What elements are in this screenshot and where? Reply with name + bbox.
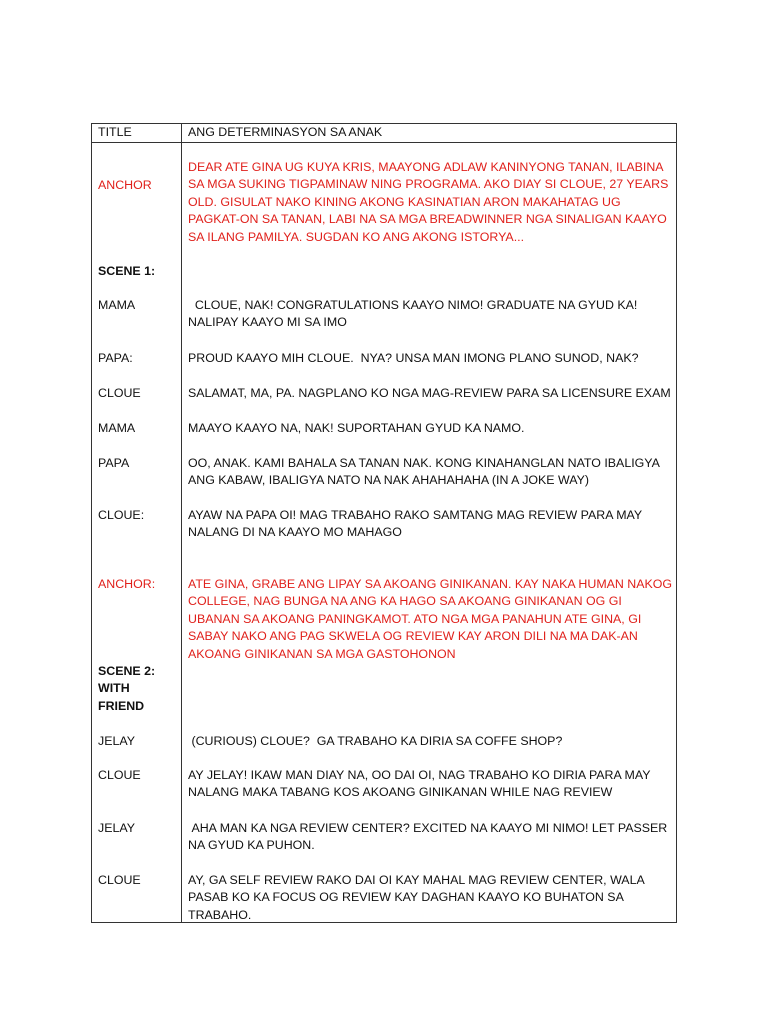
dialogue-cloue-2: AYAW NA PAPA OI! MAG TRABAHO RAKO SAMTANG MAG REVIEW PARA MAY NALANG DI NA KAAYO MO MAHAGO (188, 508, 642, 540)
dialogue-mama-2: MAAYO KAAYO NA, NAK! SUPORTAHAN GYUD KA NAMO. (188, 421, 525, 435)
title-row-border (92, 142, 676, 143)
speaker-label-cloue: CLOUE (98, 873, 141, 887)
speaker-label-mama: MAMA (98, 298, 136, 312)
speaker-label-anchor: ANCHOR: (98, 577, 156, 591)
title-value: ANG DETERMINASYON SA ANAK (188, 125, 383, 139)
speaker-label-cloue: CLOUE: (98, 508, 145, 522)
dialogue-anchor-intro: DEAR ATE GINA UG KUYA KRIS, MAAYONG ADLAW KANINYONG TANAN, ILABINA SA MGA SUKING TIGPAMINAW NING PROGRAMA. AKO DIAY SI CLOUE, 27 YEARS OLD. GISULAT NAKO KINING AKONG KASINATIAN ARON MAKAHATAG UG PAGKAT-ON SA TANAN, LABI NA SA MGA BREADWINNER NGA SINALIGAN KAAYO SA ILANG PAMILYA. SUGDAN KO ANG AKONG ISTORYA... (188, 160, 669, 244)
dialogue-cloue-4: AY, GA SELF REVIEW RAKO DAI OI KAY MAHAL MAG REVIEW CENTER, WALA PASAB KO KA FOCUS OG REVIEW KAY DAGHAN KAAYO KO BUHATON SA TRABAHO. (188, 873, 645, 922)
script-table (91, 123, 677, 923)
title-label: TITLE (98, 125, 132, 139)
dialogue-mama-1: CLOUE, NAK! CONGRATULATIONS KAAYO NIMO! GRADUATE NA GYUD KA! NALIPAY KAAYO MI SA IMO (188, 298, 641, 330)
speaker-label-papa: PAPA (98, 456, 130, 470)
dialogue-papa-1: PROUD KAAYO MIH CLOUE. NYA? UNSA MAN IMONG PLANO SUNOD, NAK? (188, 351, 639, 365)
speaker-label-papa: PAPA: (98, 351, 133, 365)
dialogue-jelay-1: (CURIOUS) CLOUE? GA TRABAHO KA DIRIA SA COFFE SHOP? (188, 734, 563, 748)
speaker-label-cloue: CLOUE (98, 386, 141, 400)
speaker-label-anchor: ANCHOR (98, 178, 152, 192)
speaker-label-cloue: CLOUE (98, 768, 141, 782)
speaker-label-jelay: JELAY (98, 821, 135, 835)
speaker-label-jelay: JELAY (98, 734, 135, 748)
dialogue-papa-2: OO, ANAK. KAMI BAHALA SA TANAN NAK. KONG KINAHANGLAN NATO IBALIGYA ANG KABAW, IBALIGYA NATO NA NAK AHAHAHAHA (IN A JOKE WAY) (188, 456, 660, 488)
dialogue-cloue-3: AY JELAY! IKAW MAN DIAY NA, OO DAI OI, NAG TRABAHO KO DIRIA PARA MAY NALANG MAKA TABANG KOS AKOANG GINIKANAN WHILE NAG REVIEW (188, 768, 651, 800)
dialogue-jelay-2: AHA MAN KA NGA REVIEW CENTER? EXCITED NA KAAYO MI NIMO! LET PASSER NA GYUD KA PUHON. (188, 821, 671, 853)
scene-heading-1: SCENE 1: (98, 264, 156, 278)
dialogue-cloue-1: SALAMAT, MA, PA. NAGPLANO KO NGA MAG-REVIEW PARA SA LICENSURE EXAM (188, 386, 671, 400)
dialogue-anchor-2: ATE GINA, GRABE ANG LIPAY SA AKOANG GINIKANAN. KAY NAKA HUMAN NAKOG COLLEGE, NAG BUNGA NA ANG KA HAGO SA AKOANG GINIKANAN OG GI UBANAN SA AKOANG PANINGKAMOT. ATO NGA MGA PANAHUN ATE GINA, GI SABAY NAKO ANG PAG SKWELA OG REVIEW KAY ARON DILI NA MA DAK-AN AKOANG GINIKANAN SA MGA GASTOHONON (188, 577, 673, 661)
scene-heading-2: SCENE 2: WITH FRIEND (98, 664, 156, 713)
column-divider (181, 124, 182, 922)
speaker-label-mama: MAMA (98, 421, 136, 435)
